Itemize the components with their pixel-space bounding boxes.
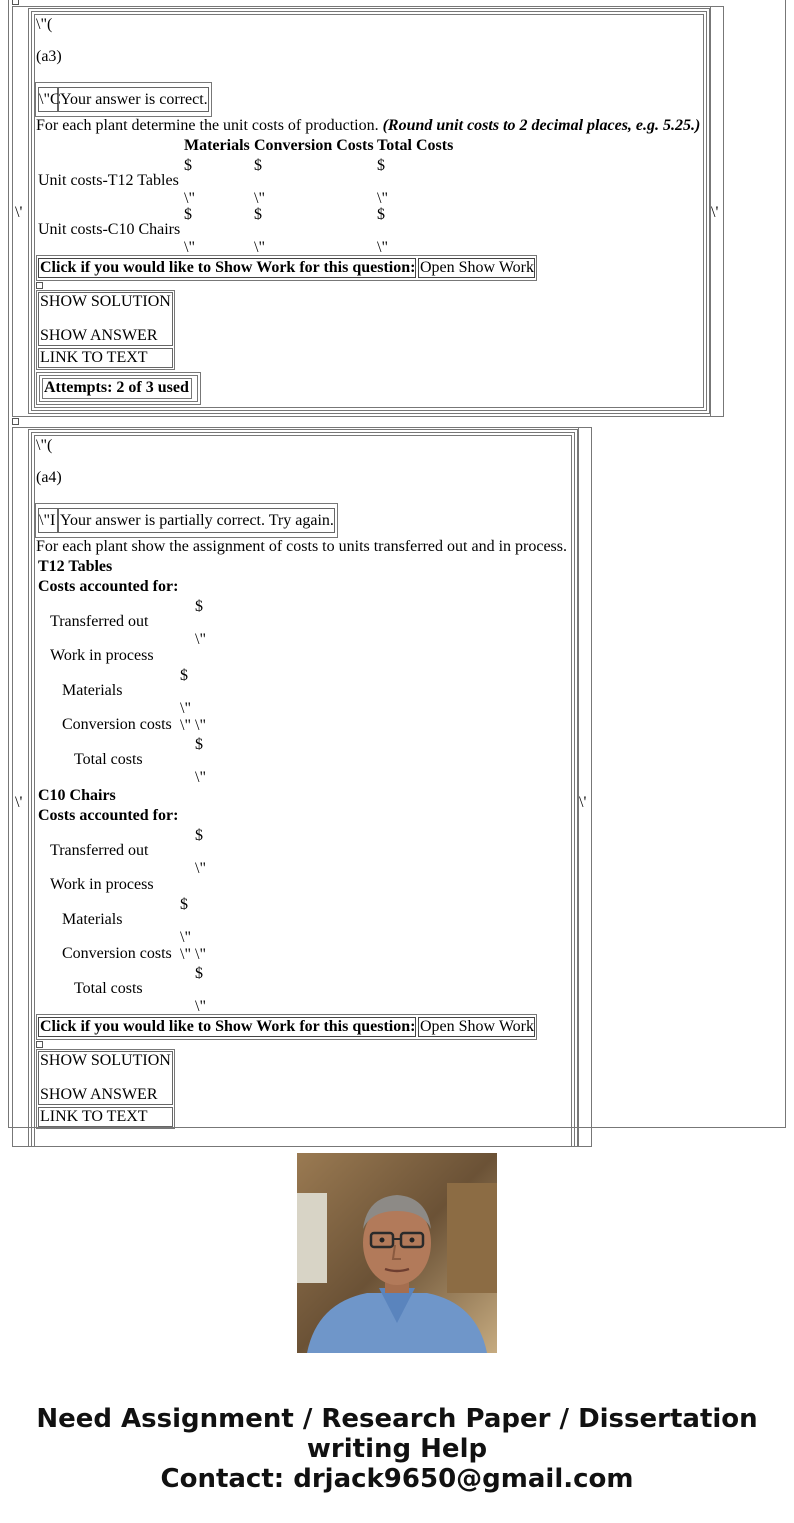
c10-wip-materials-input[interactable]: \" xyxy=(180,929,191,946)
currency-sign: $ xyxy=(184,206,192,223)
c10-transferred-out-input[interactable]: \" xyxy=(195,860,206,877)
t12-conversion-input[interactable]: \" xyxy=(254,190,265,207)
total-costs-label: Total costs xyxy=(74,751,143,768)
total-costs-label: Total costs xyxy=(74,980,143,997)
instruction-text xyxy=(36,117,700,135)
show-answer-button[interactable]: SHOW ANSWER xyxy=(40,1086,158,1103)
currency-sign: $ xyxy=(195,736,203,753)
c10-wip-conversion-input[interactable]: \" xyxy=(180,946,191,963)
right-gutter-mark: \' xyxy=(711,204,719,221)
col-header-materials: Materials xyxy=(184,137,250,154)
transferred-out-label: Transferred out xyxy=(50,842,149,859)
currency-sign: $ xyxy=(180,667,188,684)
part-label: (a3) xyxy=(36,48,62,65)
footer-line-2: writing Help xyxy=(306,1434,488,1464)
section-heading: Costs accounted for: xyxy=(38,578,179,595)
work-in-process-label: Work in process xyxy=(50,876,154,893)
t12-wip-total-input[interactable]: \" xyxy=(195,717,206,734)
status-icon: \"I xyxy=(38,508,58,533)
instruction-note: (Round unit costs to 2 decimal places, e.g. 5.25.) xyxy=(382,117,701,134)
show-solution-button[interactable]: SHOW SOLUTION xyxy=(40,293,171,310)
instruction-main: For each plant determine the unit costs of production. xyxy=(36,117,379,134)
t12-total-input[interactable]: \" xyxy=(377,190,388,207)
currency-sign: $ xyxy=(180,896,188,913)
left-gutter-mark: \' xyxy=(15,204,23,221)
t12-transferred-out-input[interactable]: \" xyxy=(195,631,206,648)
plant-name: T12 Tables xyxy=(38,558,113,575)
show-work-prompt: Click if you would like to Show Work for this question: xyxy=(40,259,416,276)
feedback-message: Your answer is partially correct. Try again. xyxy=(58,508,335,533)
t12-wip-conversion-input[interactable]: \" xyxy=(180,717,191,734)
quote-marker: \"( xyxy=(36,16,53,33)
currency-sign: $ xyxy=(377,206,385,223)
currency-sign: $ xyxy=(254,157,262,174)
feedback-message: Your answer is correct. xyxy=(58,87,209,112)
currency-sign: $ xyxy=(195,965,203,982)
collapse-toggle-icon[interactable] xyxy=(12,418,19,425)
attempts-counter: Attempts: 2 of 3 used xyxy=(44,379,189,396)
work-in-process-label: Work in process xyxy=(50,647,154,664)
t12-wip-materials-input[interactable]: \" xyxy=(180,700,191,717)
left-gutter-mark: \' xyxy=(15,794,23,811)
currency-sign: $ xyxy=(184,157,192,174)
link-to-text-button[interactable]: LINK TO TEXT xyxy=(38,1107,173,1127)
currency-sign: $ xyxy=(377,157,385,174)
t12-materials-input[interactable]: \" xyxy=(184,190,195,207)
plant-name: C10 Chairs xyxy=(38,787,116,804)
c10-total-costs-input[interactable]: \" xyxy=(195,998,206,1015)
link-to-text-button[interactable]: LINK TO TEXT xyxy=(38,348,173,368)
currency-sign: $ xyxy=(195,827,203,844)
col-header-conversion: Conversion Costs xyxy=(254,137,374,154)
row-label-c10: Unit costs-C10 Chairs xyxy=(38,221,181,238)
c10-conversion-input[interactable]: \" xyxy=(254,239,265,256)
t12-total-costs-input[interactable]: \" xyxy=(195,769,206,786)
part-label: (a4) xyxy=(36,469,62,486)
c10-total-input[interactable]: \" xyxy=(377,239,388,256)
c10-wip-total-input[interactable]: \" xyxy=(195,946,206,963)
c10-materials-input[interactable]: \" xyxy=(184,239,195,256)
conversion-costs-label: Conversion costs xyxy=(62,716,172,733)
status-icon: \"C xyxy=(38,87,58,112)
quote-marker: \"( xyxy=(36,437,53,454)
open-show-work-button[interactable]: Open Show Work xyxy=(420,1018,534,1035)
materials-label: Materials xyxy=(62,682,123,699)
row-label-t12: Unit costs-T12 Tables xyxy=(38,172,179,189)
right-gutter-mark: \' xyxy=(579,794,587,811)
expand-toggle-icon[interactable] xyxy=(36,1041,43,1048)
col-header-total: Total Costs xyxy=(377,137,454,154)
currency-sign: $ xyxy=(254,206,262,223)
currency-sign: $ xyxy=(195,598,203,615)
presenter-portrait xyxy=(297,1153,497,1353)
transferred-out-label: Transferred out xyxy=(50,613,149,630)
expand-toggle-icon[interactable] xyxy=(36,282,43,289)
show-answer-button[interactable]: SHOW ANSWER xyxy=(40,327,158,344)
section-heading: Costs accounted for: xyxy=(38,807,179,824)
conversion-costs-label: Conversion costs xyxy=(62,945,172,962)
open-show-work-button[interactable]: Open Show Work xyxy=(420,259,534,276)
footer-contact-line: Contact: drjack9650@gmail.com xyxy=(160,1464,634,1494)
materials-label: Materials xyxy=(62,911,123,928)
instruction-text: For each plant show the assignment of costs to units transferred out and in process. xyxy=(36,538,567,555)
show-solution-button[interactable]: SHOW SOLUTION xyxy=(40,1052,171,1069)
collapse-toggle-icon[interactable] xyxy=(12,0,19,5)
footer-line-1: Need Assignment / Research Paper / Dissertation xyxy=(36,1404,758,1434)
presenter-photo xyxy=(297,1153,497,1353)
show-work-prompt: Click if you would like to Show Work for this question: xyxy=(40,1018,416,1035)
